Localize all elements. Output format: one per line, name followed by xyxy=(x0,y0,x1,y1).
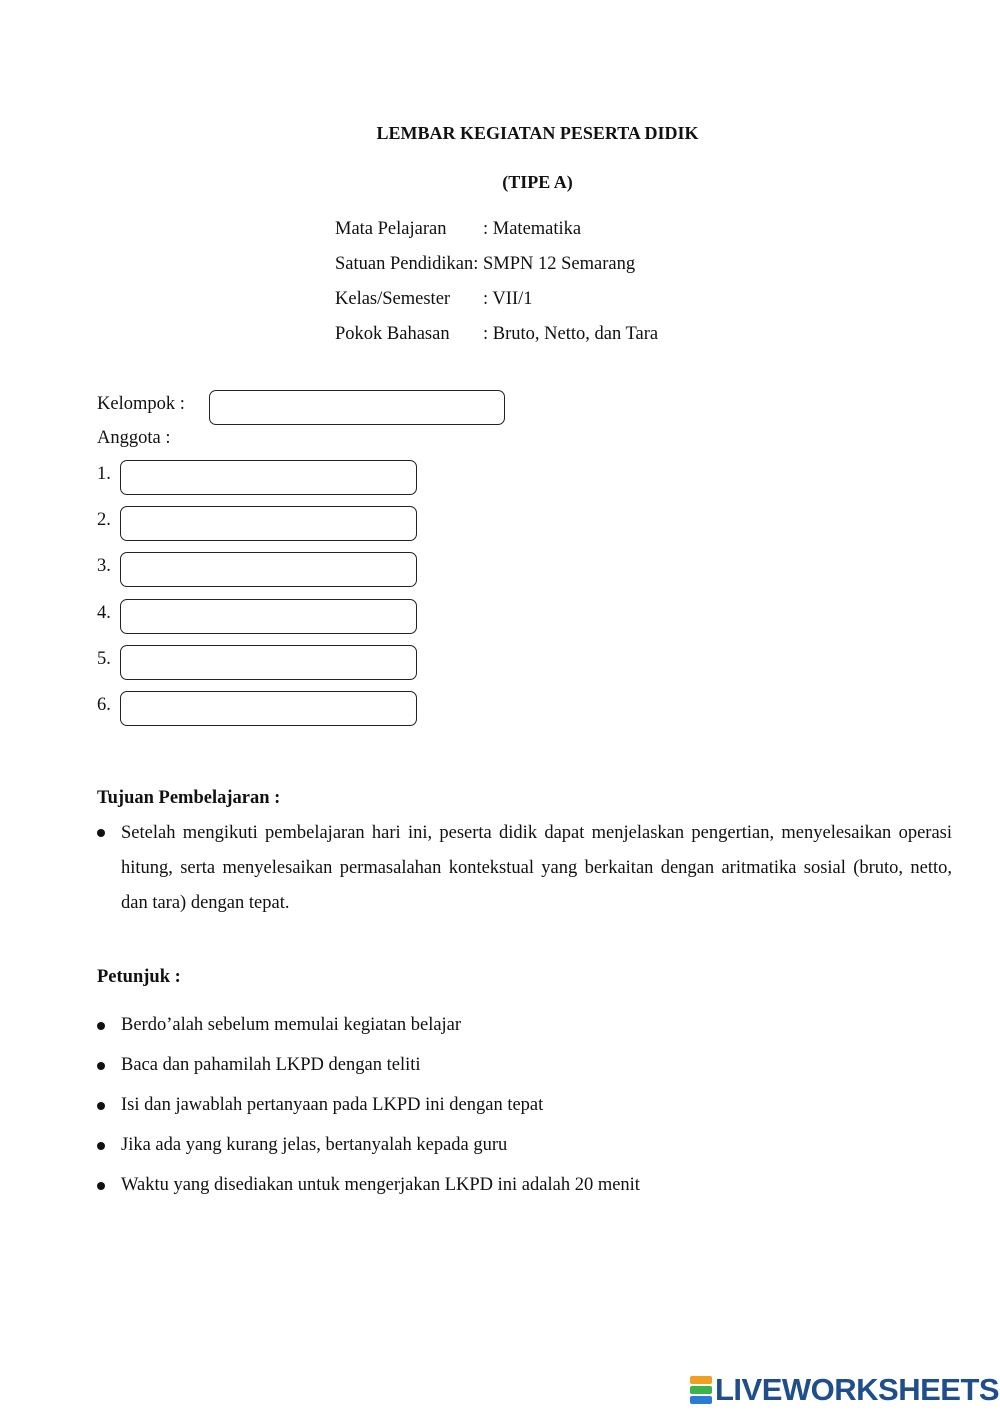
member-input-1[interactable] xyxy=(120,460,417,495)
member-input-6[interactable] xyxy=(120,691,417,726)
member-number: 4. xyxy=(97,603,111,623)
bullet-icon xyxy=(97,1022,105,1030)
meta-subject xyxy=(335,220,581,239)
petunjuk-item: Berdo’alah sebelum memulai kegiatan belajar xyxy=(121,1015,462,1035)
member-input-3[interactable] xyxy=(120,552,417,587)
member-input-5[interactable] xyxy=(120,645,417,680)
kelompok-label: Kelompok : xyxy=(97,394,185,414)
kelompok-input[interactable] xyxy=(209,390,505,425)
page-subtitle: (TIPE A) xyxy=(502,172,573,192)
petunjuk-item: Waktu yang disediakan untuk mengerjakan LKPD ini adalah 20 menit xyxy=(121,1175,640,1195)
meta-class xyxy=(335,290,533,309)
bullet-icon xyxy=(97,1142,105,1150)
brand-text: LIVEWORKSHEETS xyxy=(715,1372,1000,1407)
member-input-2[interactable] xyxy=(120,506,417,541)
member-number: 2. xyxy=(97,510,111,530)
petunjuk-item: Jika ada yang kurang jelas, bertanyalah kepada guru xyxy=(121,1135,508,1155)
member-input-4[interactable] xyxy=(120,599,417,634)
meta-value: SMPN 12 Semarang xyxy=(482,254,636,274)
meta-label: Pokok Bahasan xyxy=(335,324,450,344)
member-number: 6. xyxy=(97,695,111,715)
meta-label: Satuan Pendidikan: xyxy=(335,254,479,274)
bullet-icon xyxy=(97,1102,105,1110)
meta-value: : VII/1 xyxy=(483,289,533,309)
tujuan-text: Setelah mengikuti pembelajaran hari ini, peserta didik dapat menjelaskan pengertian, menyelesaikan operasi hitung, serta menyelesaikan permasalahan kontekstual yang berkaitan dengan aritmatika sosial (bruto, netto, dan tara) dengan tepat. xyxy=(121,823,952,913)
bullet-icon xyxy=(97,829,105,837)
anggota-label: Anggota : xyxy=(97,428,171,448)
meta-topic xyxy=(335,325,658,344)
petunjuk-item: Baca dan pahamilah LKPD dengan teliti xyxy=(121,1055,421,1075)
meta-label: Kelas/Semester xyxy=(335,289,451,309)
meta-value: : Bruto, Netto, dan Tara xyxy=(483,324,659,344)
page-title: LEMBAR KEGIATAN PESERTA DIDIK xyxy=(376,123,699,143)
member-number: 5. xyxy=(97,649,111,669)
bullet-icon xyxy=(97,1182,105,1190)
liveworksheets-logo-icon xyxy=(690,1376,712,1404)
tujuan-heading: Tujuan Pembelajaran : xyxy=(97,788,281,808)
meta-label: Mata Pelajaran xyxy=(335,219,447,239)
member-number: 3. xyxy=(97,556,111,576)
bullet-icon xyxy=(97,1062,105,1070)
liveworksheets-brand[interactable] xyxy=(690,1372,999,1408)
petunjuk-item: Isi dan jawablah pertanyaan pada LKPD ini dengan tepat xyxy=(121,1095,544,1115)
meta-value: : Matematika xyxy=(483,219,582,239)
member-number: 1. xyxy=(97,464,111,484)
petunjuk-heading: Petunjuk : xyxy=(97,967,181,987)
meta-school xyxy=(335,255,635,274)
